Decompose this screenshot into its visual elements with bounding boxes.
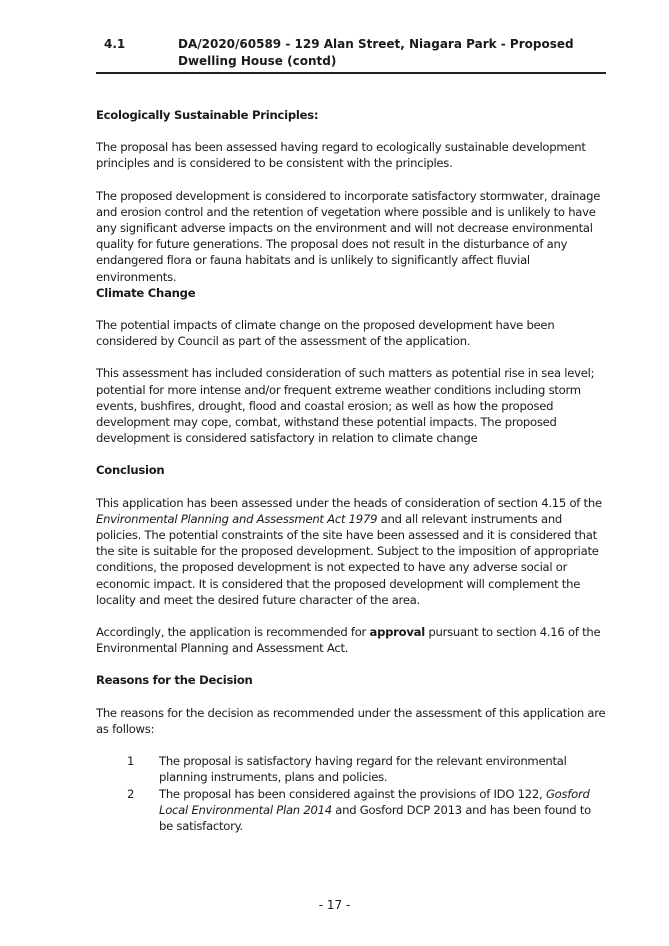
climate-heading: Climate Change: [96, 285, 196, 300]
list-item: 2 The proposal has been considered against the provisions of IDO 122, Gosford Local Environmental Plan 2014 and Gosford DCP 2013 and has been found to be satisfactory.: [127, 786, 591, 833]
header-rule: [96, 72, 606, 74]
conclusion-heading: Conclusion: [96, 463, 165, 478]
approval-emphasis: approval: [369, 625, 425, 640]
header-title: DA/2020/60589 - 129 Alan Street, Niagara Park - Proposed Dwelling House (contd): [178, 37, 574, 68]
reasons-list: [96, 753, 608, 834]
lep-title: Gosford Local Environmental Plan 2014: [159, 786, 590, 817]
act-title: Environmental Planning and Assessment Act 1979: [96, 511, 378, 526]
esp-paragraph-2: The proposed development is considered to incorporate satisfactory stormwater, drainage and erosion control and the retention of vegetation where possible and is unlikely to have any significant adverse impacts on the environment and will not decrease environmental quality for future generations. The proposal does not result in the disturbance of any endangered flora or fauna habitats and is unlikely to significantly affect fluvial environments.: [96, 188, 601, 284]
section-number: 4.1: [104, 37, 126, 51]
page-number: - 17 -: [318, 898, 351, 912]
conclusion-paragraph-1: This application has been assessed under the heads of consideration of section 4.15 of the Environmental Planning and Assessment Act 1979 and all relevant instruments and policies. The potential constraints of the site have been assessed and it is considered that the site is suitable for the proposed development. Subject to the imposition of appropriate conditions, the proposed development is not expected to have any adverse social or economic impact. It is considered that the proposed development will complement the locality and meet the desired future character of the area.: [96, 495, 602, 607]
climate-paragraph-2: This assessment has included consideration of such matters as potential rise in sea level; potential for more intense and/or frequent extreme weather conditions including storm events, bushfires, drought, flood and coastal erosion; as well as how the proposed development may cope, combat, withstand these potential impacts. The proposed development is considered satisfactory in relation to climate change: [96, 366, 595, 446]
climate-paragraph-1: The potential impacts of climate change on the proposed development have been considered by Council as part of the assessment of the application.: [96, 318, 555, 349]
reason-number: 2: [127, 786, 135, 801]
report-body: [96, 107, 608, 834]
conclusion-paragraph-2: Accordingly, the application is recommended for approval pursuant to section 4.16 of the Environmental Planning and Assessment Act.: [96, 625, 601, 656]
reason-number: 1: [127, 754, 135, 769]
list-item: 1 The proposal is satisfactory having regard for the relevant environmental planning instruments, plans and policies.: [127, 754, 567, 785]
reasons-intro: The reasons for the decision as recommended under the assessment of this application are as follows:: [96, 705, 606, 736]
esp-heading: Ecologically Sustainable Principles:: [96, 108, 319, 122]
esp-paragraph-1: The proposal has been assessed having regard to ecologically sustainable development principles and is considered to be consistent with the principles.: [96, 140, 586, 171]
reasons-heading: Reasons for the Decision: [96, 673, 253, 688]
